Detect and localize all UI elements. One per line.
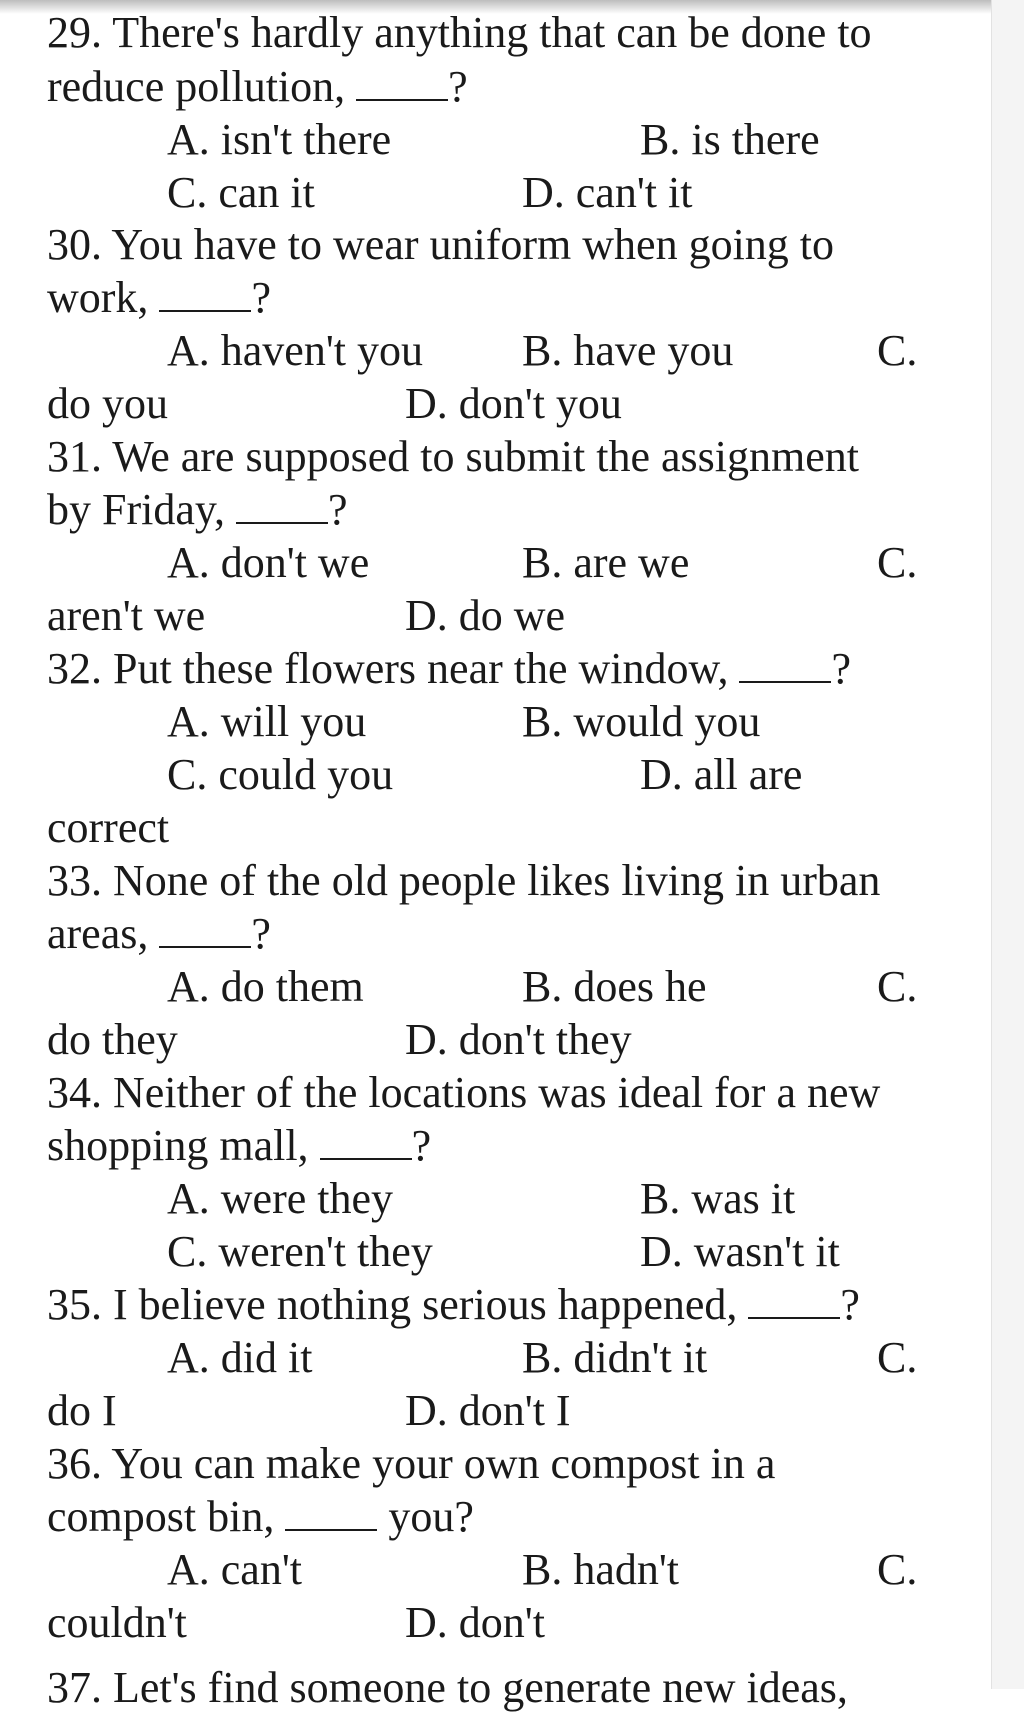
q32-option-b[interactable]: B. would you [522, 697, 761, 746]
q36-option-c-label[interactable]: C. [877, 1545, 918, 1594]
q31-option-c-text[interactable]: aren't we [47, 591, 206, 640]
q33-option-d[interactable]: D. don't they [405, 1015, 632, 1064]
q37-stem-line1: 37. Let's find someone to generate new ideas, [47, 1663, 848, 1712]
q33-option-a[interactable]: A. do them [167, 962, 364, 1011]
q33-stem-line2: areas, ? [47, 909, 271, 958]
q35-stem-line1: 35. I believe nothing serious happened, ? [47, 1280, 860, 1329]
q34-option-d[interactable]: D. wasn't it [640, 1227, 840, 1276]
q31-option-d[interactable]: D. do we [405, 591, 566, 640]
q31-option-c-label[interactable]: C. [877, 538, 918, 587]
scroll-edge [991, 0, 1024, 1689]
answer-blank[interactable] [285, 1495, 377, 1531]
q36-option-b[interactable]: B. hadn't [522, 1545, 680, 1594]
answer-blank[interactable] [320, 1124, 412, 1160]
q36-option-c-text[interactable]: couldn't [47, 1598, 187, 1647]
answer-blank[interactable] [356, 65, 448, 101]
q36-option-d[interactable]: D. don't [405, 1598, 545, 1647]
q31-option-b[interactable]: B. are we [522, 538, 690, 587]
q30-stem-line1: 30. You have to wear uniform when going to [47, 220, 835, 269]
q29-stem-line1: 29. There's hardly anything that can be done to [47, 8, 872, 57]
q29-option-b[interactable]: B. is there [640, 115, 820, 164]
q29-option-a[interactable]: A. isn't there [167, 115, 392, 164]
answer-blank[interactable] [739, 647, 831, 683]
q34-option-b[interactable]: B. was it [640, 1174, 796, 1223]
q33-stem-line1: 33. None of the old people likes living in urban [47, 856, 881, 905]
q35-option-c-text[interactable]: do I [47, 1386, 117, 1435]
q31-stem-line2: by Friday, ? [47, 485, 348, 534]
q34-option-c[interactable]: C. weren't they [167, 1227, 433, 1276]
q29-stem-line2: reduce pollution, ? [47, 62, 468, 111]
q32-option-a[interactable]: A. will you [167, 697, 367, 746]
q35-option-a[interactable]: A. did it [167, 1333, 313, 1382]
q36-stem-line2: compost bin, you? [47, 1492, 474, 1541]
q30-option-c-text[interactable]: do you [47, 379, 168, 428]
q32-option-c[interactable]: C. could you [167, 750, 394, 799]
q35-option-b[interactable]: B. didn't it [522, 1333, 708, 1382]
q32-option-d[interactable]: D. all are [640, 750, 803, 799]
q34-stem-line2: shopping mall, ? [47, 1121, 432, 1170]
q32-stem-line1: 32. Put these flowers near the window, ? [47, 644, 851, 693]
q30-option-a[interactable]: A. haven't you [167, 326, 423, 375]
q34-stem-line1: 34. Neither of the locations was ideal for a new [47, 1068, 881, 1117]
q32-option-d-continued: correct [47, 803, 170, 852]
q30-option-d[interactable]: D. don't you [405, 379, 622, 428]
q29-option-d[interactable]: D. can't it [522, 168, 693, 217]
answer-blank[interactable] [748, 1283, 840, 1319]
q33-option-b[interactable]: B. does he [522, 962, 707, 1011]
q30-stem-line2: work, ? [47, 273, 271, 322]
q31-stem-line1: 31. We are supposed to submit the assignment [47, 432, 859, 481]
q33-option-c-text[interactable]: do they [47, 1015, 178, 1064]
q35-option-d[interactable]: D. don't I [405, 1386, 571, 1435]
answer-blank[interactable] [236, 488, 328, 524]
q34-option-a[interactable]: A. were they [167, 1174, 394, 1223]
q30-option-c-label[interactable]: C. [877, 326, 918, 375]
q36-stem-line1: 36. You can make your own compost in a [47, 1439, 776, 1488]
q33-option-c-label[interactable]: C. [877, 962, 918, 1011]
q29-option-c[interactable]: C. can it [167, 168, 315, 217]
q35-option-c-label[interactable]: C. [877, 1333, 918, 1382]
answer-blank[interactable] [159, 912, 251, 948]
answer-blank[interactable] [159, 276, 251, 312]
q30-option-b[interactable]: B. have you [522, 326, 734, 375]
q31-option-a[interactable]: A. don't we [167, 538, 370, 587]
q36-option-a[interactable]: A. can't [167, 1545, 302, 1594]
